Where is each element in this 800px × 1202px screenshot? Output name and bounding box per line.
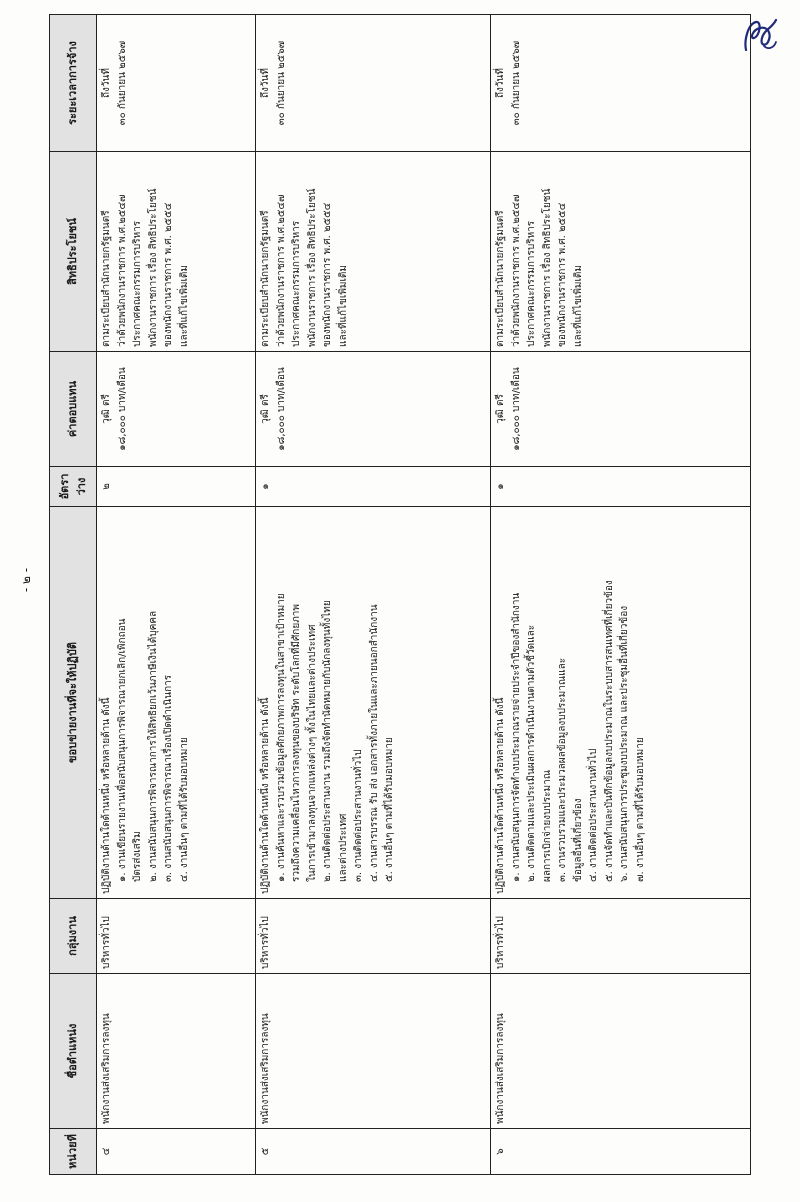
position-cell	[491, 974, 751, 1129]
benefit-line: พนักงานราชการ เรื่อง สิทธิประโยชน์	[147, 188, 159, 347]
term-line: ถึงวันที่	[101, 68, 112, 98]
duties-cell	[256, 507, 491, 899]
position-cell	[97, 974, 256, 1129]
term-cell	[97, 15, 256, 152]
duty-item: ๓. งานสนับสนุนการพิจารณาเรื่องเปิดดำเนินการ	[163, 674, 174, 882]
benefit-line: พนักงานราชการ เรื่อง สิทธิประโยชน์	[541, 188, 553, 347]
duty-item: ผลการเบิกจ่ายงบประมาณ	[541, 770, 553, 882]
table-row	[491, 15, 751, 1175]
header-term: ระยะเวลาการจ้าง	[50, 15, 97, 152]
duty-item: ๕. งานอื่นๆ ตามที่ได้รับมอบหมาย	[384, 737, 396, 882]
benefit-line: ตามระเบียบสำนักนายกรัฐมนตรี	[260, 210, 272, 347]
header-duties: ขอบข่ายงานที่จะให้ปฏิบัติ	[50, 507, 97, 899]
term-line: ๓๐ กันยายน ๒๕๖๗	[510, 40, 522, 126]
duty-item: ๒. งานติดต่อประสานงาน รวมถึงจัดทำนัดหมายกับนักลงทุนทั้งไทย	[322, 600, 334, 882]
unit-cell	[97, 1129, 256, 1175]
pay-cell	[256, 352, 491, 467]
position-cell	[256, 974, 491, 1129]
benefit-line: ประกาศคณะกรรมการบริหาร	[132, 220, 143, 347]
benefits-cell	[97, 152, 256, 352]
benefit-line: พนักงานราชการ เรื่อง สิทธิประโยชน์	[306, 188, 318, 347]
duty-item: ๑. งานเขียนรายงานเพื่อสนับสนุนการพิจารณายกเลิก/เพิกถอน	[116, 618, 128, 882]
group-name: บริหารทั่วไป	[495, 916, 507, 969]
group-cell	[97, 899, 256, 974]
term-line: ๓๐ กันยายน ๒๕๖๗	[275, 40, 287, 126]
duty-item: ๒. งานสนับสนุนการพิจารณาการให้สิทธิยกเว้นภาษีเงินได้บุคคล	[147, 610, 159, 882]
duties-intro: ปฏิบัติงานด้านใดด้านหนึ่ง หรือหลายด้าน ดังนี้	[260, 697, 272, 894]
pay-line: ๑๘,๐๐๐ บาท/เดือน	[116, 367, 128, 451]
term-line: ถึงวันที่	[495, 68, 507, 98]
header-position: ชื่อตำแหน่ง	[50, 974, 97, 1129]
position-title: พนักงานส่งเสริมการลงทุน	[101, 1013, 112, 1124]
duty-item: ข้อมูลอื่นที่เกี่ยวข้อง	[572, 798, 584, 882]
position-title: พนักงานส่งเสริมการลงทุน	[260, 1013, 272, 1124]
pay-line: วุฒิ ตรี	[495, 394, 507, 424]
vacancies-cell	[256, 467, 491, 507]
header-group: กลุ่มงาน	[50, 899, 97, 974]
duty-item: ๑. งานสนับสนุนการจัดทำงบประมาณรายจ่ายประจำปีของสำนักงาน	[510, 592, 522, 882]
benefit-line: และที่แก้ไขเพิ่มเติม	[572, 264, 584, 347]
duties-cell	[97, 507, 256, 899]
benefit-line: ว่าด้วยพนักงานราชการ พ.ศ.๒๕๔๗	[275, 194, 287, 347]
unit-cell	[256, 1129, 491, 1175]
duties-intro: ปฏิบัติงานด้านใดด้านหนึ่ง หรือหลายด้าน ดังนี้	[495, 697, 507, 894]
duty-item: ๔. งานติดต่อประสานงานทั่วไป	[588, 748, 600, 882]
header-unit: หน่วยที่	[50, 1129, 97, 1175]
unit-number: ๔	[101, 1147, 112, 1156]
duty-item: ๑. งานค้นหาและรวบรวมข้อมูลศักยภาพการลงทุนในสาขาเป้าหมาย	[275, 593, 287, 882]
duty-item: ๔. งานอื่นๆ ตามที่ได้รับมอบหมาย	[178, 737, 190, 882]
pay-line: ๑๘,๐๐๐ บาท/เดือน	[275, 367, 287, 451]
benefit-line: ว่าด้วยพนักงานราชการ พ.ศ.๒๕๔๗	[116, 194, 128, 347]
header-benefits: สิทธิประโยชน์	[50, 152, 97, 352]
position-title: พนักงานส่งเสริมการลงทุน	[495, 1013, 507, 1124]
duty-item: รวมถึงความเคลื่อนไหวการลงทุนของบริษัท ระดับโลกที่มีศักยภาพ	[291, 603, 303, 882]
benefit-line: ประกาศคณะกรรมการบริหาร	[291, 220, 303, 347]
duty-item: บัตรส่งเสริม	[132, 831, 143, 882]
benefits-cell	[491, 152, 751, 352]
group-name: บริหารทั่วไป	[101, 916, 112, 969]
benefit-line: ประกาศคณะกรรมการบริหาร	[526, 220, 538, 347]
pay-line: วุฒิ ตรี	[101, 394, 112, 424]
vacancy-count: ๑	[495, 483, 507, 490]
benefit-line: ว่าด้วยพนักงานราชการ พ.ศ.๒๕๔๗	[510, 194, 522, 347]
pay-cell	[97, 352, 256, 467]
duty-item: และต่างประเทศ	[337, 813, 349, 882]
duty-item: ๖. งานสนับสนุนการประชุมงบประมาณ และประชุมอื่นที่เกี่ยวข้อง	[619, 605, 631, 882]
benefit-line: ของพนักงานราชการ พ.ศ. ๒๕๕๔	[557, 202, 569, 347]
unit-cell	[491, 1129, 751, 1175]
duty-item: ๕. งานจัดทำและบันทึกข้อมูลงบประมาณในระบบสารสนเทศที่เกี่ยวข้อง	[603, 580, 615, 882]
table-row	[256, 15, 491, 1175]
benefit-line: และที่แก้ไขเพิ่มเติม	[337, 264, 349, 347]
benefit-line: ของพนักงานราชการ พ.ศ. ๒๕๕๔	[163, 202, 174, 347]
duties-cell	[491, 507, 751, 899]
duty-item: ในการเข้ามาลงทุนจากแหล่งต่างๆ ทั้งในไทยและต่างประเทศ	[306, 624, 318, 882]
pay-cell	[491, 352, 751, 467]
term-cell	[491, 15, 751, 152]
vacancy-count: ๑	[260, 483, 272, 490]
group-cell	[491, 899, 751, 974]
pay-line: วุฒิ ตรี	[260, 394, 272, 424]
header-pay: ค่าตอบแทน	[50, 352, 97, 467]
rotated-table-wrapper	[49, 15, 751, 1175]
benefits-cell	[256, 152, 491, 352]
unit-number: ๖	[495, 1148, 507, 1155]
pay-line: ๑๘,๐๐๐ บาท/เดือน	[510, 367, 522, 451]
unit-number: ๕	[260, 1147, 272, 1156]
term-cell	[256, 15, 491, 152]
duty-item: ๗. งานอื่นๆ ตามที่ได้รับมอบหมาย	[634, 737, 646, 882]
vacancies-cell	[491, 467, 751, 507]
header-vacancies: อัตราว่าง	[50, 467, 97, 507]
table-header-row	[50, 15, 97, 1175]
duties-intro: ปฏิบัติงานด้านใดด้านหนึ่ง หรือหลายด้าน ดังนี้	[101, 697, 112, 894]
term-line: ๓๐ กันยายน ๒๕๖๗	[116, 40, 128, 126]
table-row	[97, 15, 256, 1175]
benefit-line: ของพนักงานราชการ พ.ศ. ๒๕๕๔	[322, 202, 334, 347]
benefit-line: และที่แก้ไขเพิ่มเติม	[178, 264, 190, 347]
benefit-line: ตามระเบียบสำนักนายกรัฐมนตรี	[495, 210, 507, 347]
duty-item: ๒. งานติดตามและประเมินผลการดำเนินงานตามตัวชี้วัดและ	[526, 624, 538, 882]
position-table	[49, 14, 751, 1175]
duty-item: ๔. งานสารบรรณ รับ ส่ง เอกสารทั้งภายในและภายนอกสำนักงาน	[368, 604, 380, 882]
duty-item: ๓. งานติดต่อประสานงานทั่วไป	[353, 749, 365, 882]
page-number: - ๒ -	[19, 567, 33, 593]
duty-item: ๓. งานรวบรวมและประมวลผลข้อมูลงบประมาณและ	[557, 657, 569, 882]
vacancy-count: ๒	[101, 483, 112, 490]
benefit-line: ตามระเบียบสำนักนายกรัฐมนตรี	[101, 210, 112, 347]
group-cell	[256, 899, 491, 974]
term-line: ถึงวันที่	[260, 68, 272, 98]
group-name: บริหารทั่วไป	[260, 916, 272, 969]
vacancies-cell	[97, 467, 256, 507]
